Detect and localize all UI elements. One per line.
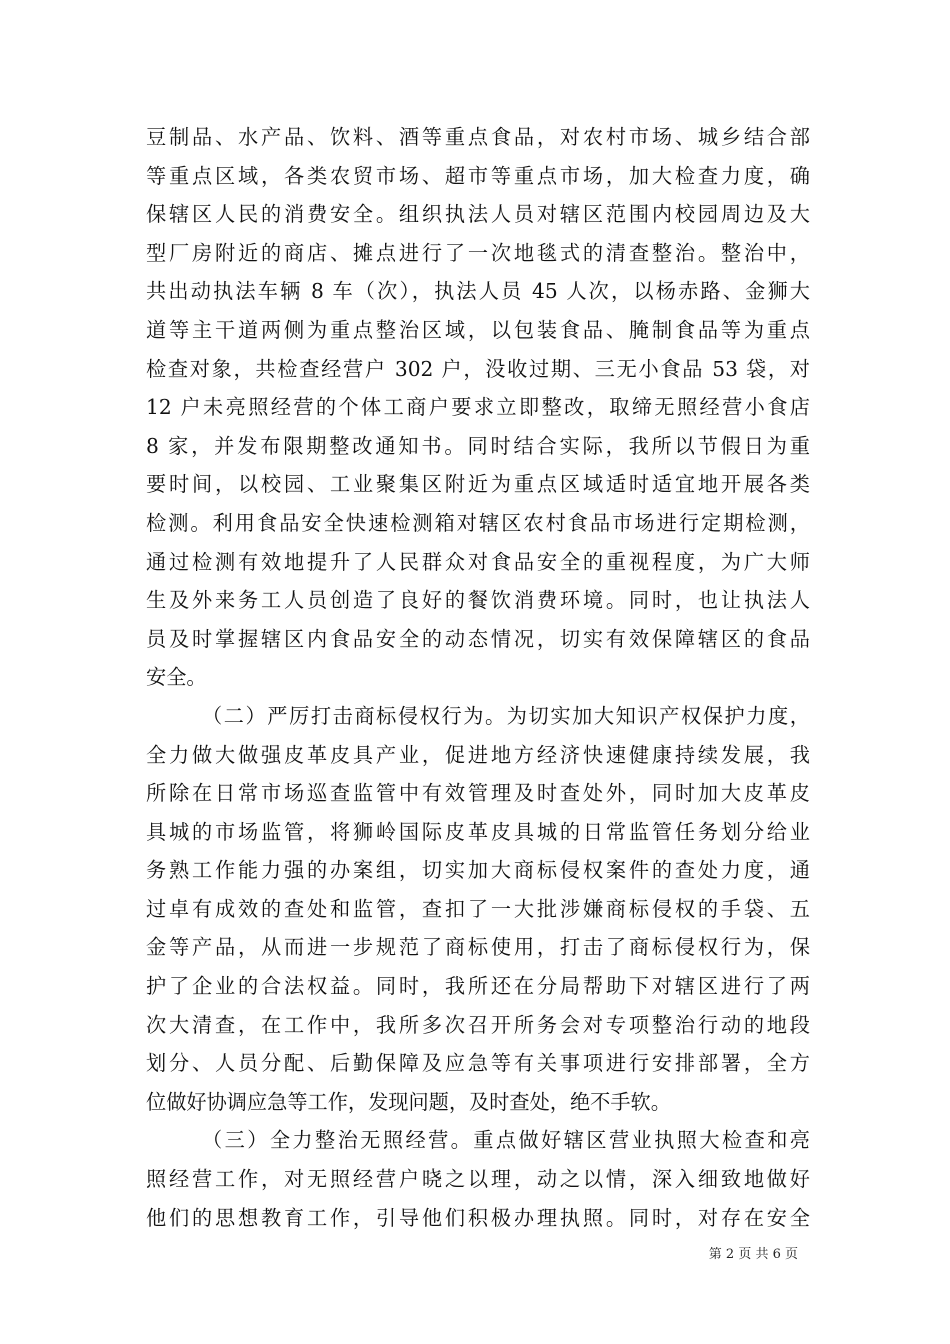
text-line: 他们的思想教育工作，引导他们积极办理执照。同时，对存在安全 <box>146 1205 810 1230</box>
text-line: 型厂房附近的商店、摊点进行了一次地毯式的清查整治。整治中， <box>146 240 810 265</box>
text-line: 保辖区人民的消费安全。组织执法人员对辖区范围内校园周边及大 <box>146 202 810 227</box>
text-line: 过卓有成效的查处和监管，查扣了一大批涉嫌商标侵权的手袋、五 <box>146 896 810 921</box>
text-line: 全力做大做强皮革皮具产业，促进地方经济快速健康持续发展，我 <box>146 742 810 767</box>
text-line: 护了企业的合法权益。同时，我所还在分局帮助下对辖区进行了两 <box>146 974 810 999</box>
paragraph <box>146 697 810 1122</box>
text-line: 次大清查，在工作中，我所多次召开所务会对专项整治行动的地段 <box>146 1012 810 1037</box>
text-line: 通过检测有效地提升了人民群众对食品安全的重视程度，为广大师 <box>146 549 810 574</box>
page-number-footer: 第 2 页 共 6 页 <box>708 1247 798 1262</box>
text-line: 生及外来务工人员创造了良好的餐饮消费环境。同时，也让执法人 <box>146 588 810 613</box>
text-line: 12 户未亮照经营的个体工商户要求立即整改，取缔无照经营小食店 <box>146 395 810 420</box>
text-line: 划分、人员分配、后勤保障及应急等有关事项进行安排部署，全方 <box>146 1051 810 1076</box>
paragraph <box>146 118 810 697</box>
text-line: 照经营工作，对无照经营户晓之以理，动之以情，深入细致地做好 <box>146 1167 810 1192</box>
text-line: 8 家，并发布限期整改通知书。同时结合实际，我所以节假日为重 <box>146 433 810 458</box>
text-line: 金等产品，从而进一步规范了商标使用，打击了商标侵权行为，保 <box>146 935 810 960</box>
text-line: （三）全力整治无照经营。重点做好辖区营业执照大检查和亮 <box>202 1128 810 1153</box>
text-line: （二）严厉打击商标侵权行为。为切实加大知识产权保护力度， <box>202 703 810 728</box>
text-line: 位做好协调应急等工作，发现问题，及时查处，绝不手软。 <box>146 1089 671 1114</box>
text-line: 检测。利用食品安全快速检测箱对辖区农村食品市场进行定期检测， <box>146 510 810 535</box>
text-line: 务熟工作能力强的办案组，切实加大商标侵权案件的查处力度，通 <box>146 858 810 883</box>
text-line: 等重点区域，各类农贸市场、超市等重点市场，加大检查力度，确 <box>146 163 810 188</box>
paragraph <box>146 1121 810 1237</box>
document-body <box>146 118 810 1237</box>
text-line: 道等主干道两侧为重点整治区域，以包装食品、腌制食品等为重点 <box>146 317 810 342</box>
text-line: 员及时掌握辖区内食品安全的动态情况，切实有效保障辖区的食品 <box>146 626 810 651</box>
text-line: 具城的市场监管，将狮岭国际皮革皮具城的日常监管任务划分给业 <box>146 819 810 844</box>
text-line: 豆制品、水产品、饮料、酒等重点食品，对农村市场、城乡结合部 <box>146 125 810 149</box>
text-line: 所除在日常市场巡查监管中有效管理及时查处外，同时加大皮革皮 <box>146 781 810 806</box>
text-line: 要时间，以校园、工业聚集区附近为重点区域适时适宜地开展各类 <box>146 472 810 497</box>
text-line: 检查对象，共检查经营户 302 户，没收过期、三无小食品 53 袋，对 <box>146 356 810 381</box>
text-line: 安全。 <box>146 665 207 690</box>
text-line: 共出动执法车辆 8 车（次），执法人员 45 人次，以杨赤路、金狮大 <box>146 279 810 304</box>
